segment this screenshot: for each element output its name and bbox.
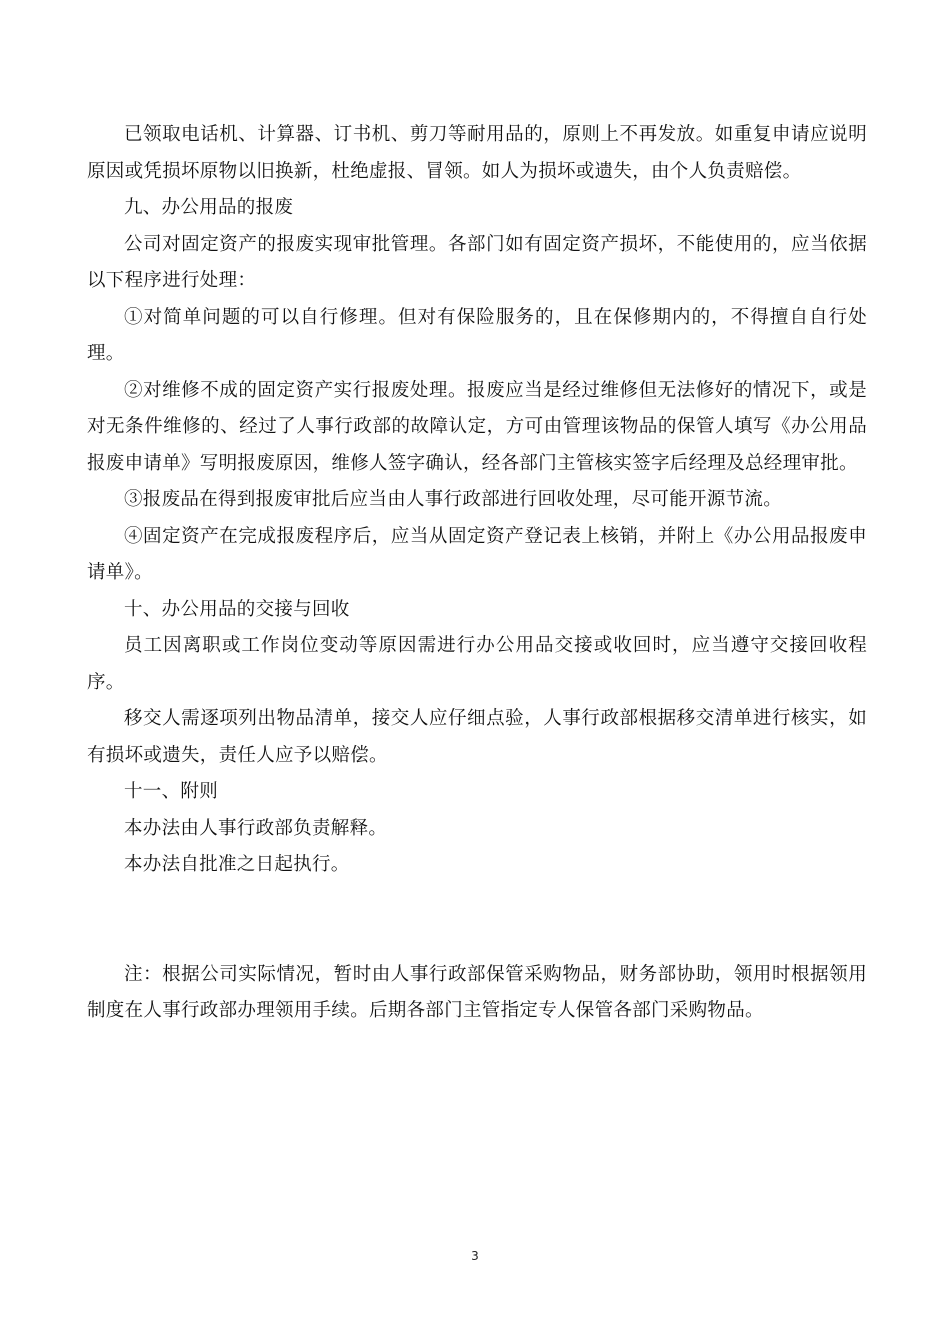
paragraph-step-3: ③报废品在得到报废审批后应当由人事行政部进行回收处理，尽可能开源节流。: [124, 489, 783, 510]
spacer: [87, 884, 867, 957]
page-number: 3: [471, 1249, 479, 1263]
paragraph-handover-rule: 员工因离职或工作岗位变动等原因需进行办公用品交接或收回时，应当遵守交接回收程序。: [87, 635, 867, 693]
paragraph-scrap-approval: 公司对固定资产的报废实现审批管理。各部门如有固定资产损坏，不能使用的，应当依据以下程序进行处理：: [87, 233, 867, 291]
paragraph-step-2: ②对维修不成的固定资产实行报废处理。报废应当是经过维修但无法修好的情况下，或是对无条件维修的、经过了人事行政部的故障认定，方可由管理该物品的保管人填写《办公用品报废申请单》写明报废原因，维修人签字确认，经各部门主管核实签字后经理及总经理审批。: [87, 379, 867, 474]
paragraph-step-1: ①对简单问题的可以自行修理。但对有保险服务的，且在保修期内的，不得擅自自行处理。: [87, 306, 867, 364]
paragraph-durable-goods: 已领取电话机、计算器、订书机、剪刀等耐用品的，原则上不再发放。如重复申请应说明原因或凭损坏原物以旧换新，杜绝虚报、冒领。如人为损坏或遗失，由个人负责赔偿。: [87, 124, 867, 182]
paragraph-step-4: ④固定资产在完成报废程序后，应当从固定资产登记表上核销，并附上《办公用品报废申请单》。: [87, 525, 867, 583]
heading-supplementary: 十一、附则: [124, 781, 219, 802]
heading-scrapping: 九、办公用品的报废: [124, 197, 294, 218]
document-body: [87, 117, 867, 1030]
paragraph-interpretation: 本办法由人事行政部负责解释。: [124, 817, 388, 839]
paragraph-handover-list: 移交人需逐项列出物品清单，接交人应仔细点验，人事行政部根据移交清单进行核实，如有损坏或遗失，责任人应予以赔偿。: [87, 708, 867, 766]
heading-handover: 十、办公用品的交接与回收: [124, 598, 350, 620]
paragraph-effective-date: 本办法自批准之日起执行。: [124, 854, 350, 875]
note-paragraph: 注：根据公司实际情况，暂时由人事行政部保管采购物品，财务部协助，领用时根据领用制度在人事行政部办理领用手续。后期各部门主管指定专人保管各部门采购物品。: [87, 963, 867, 1021]
